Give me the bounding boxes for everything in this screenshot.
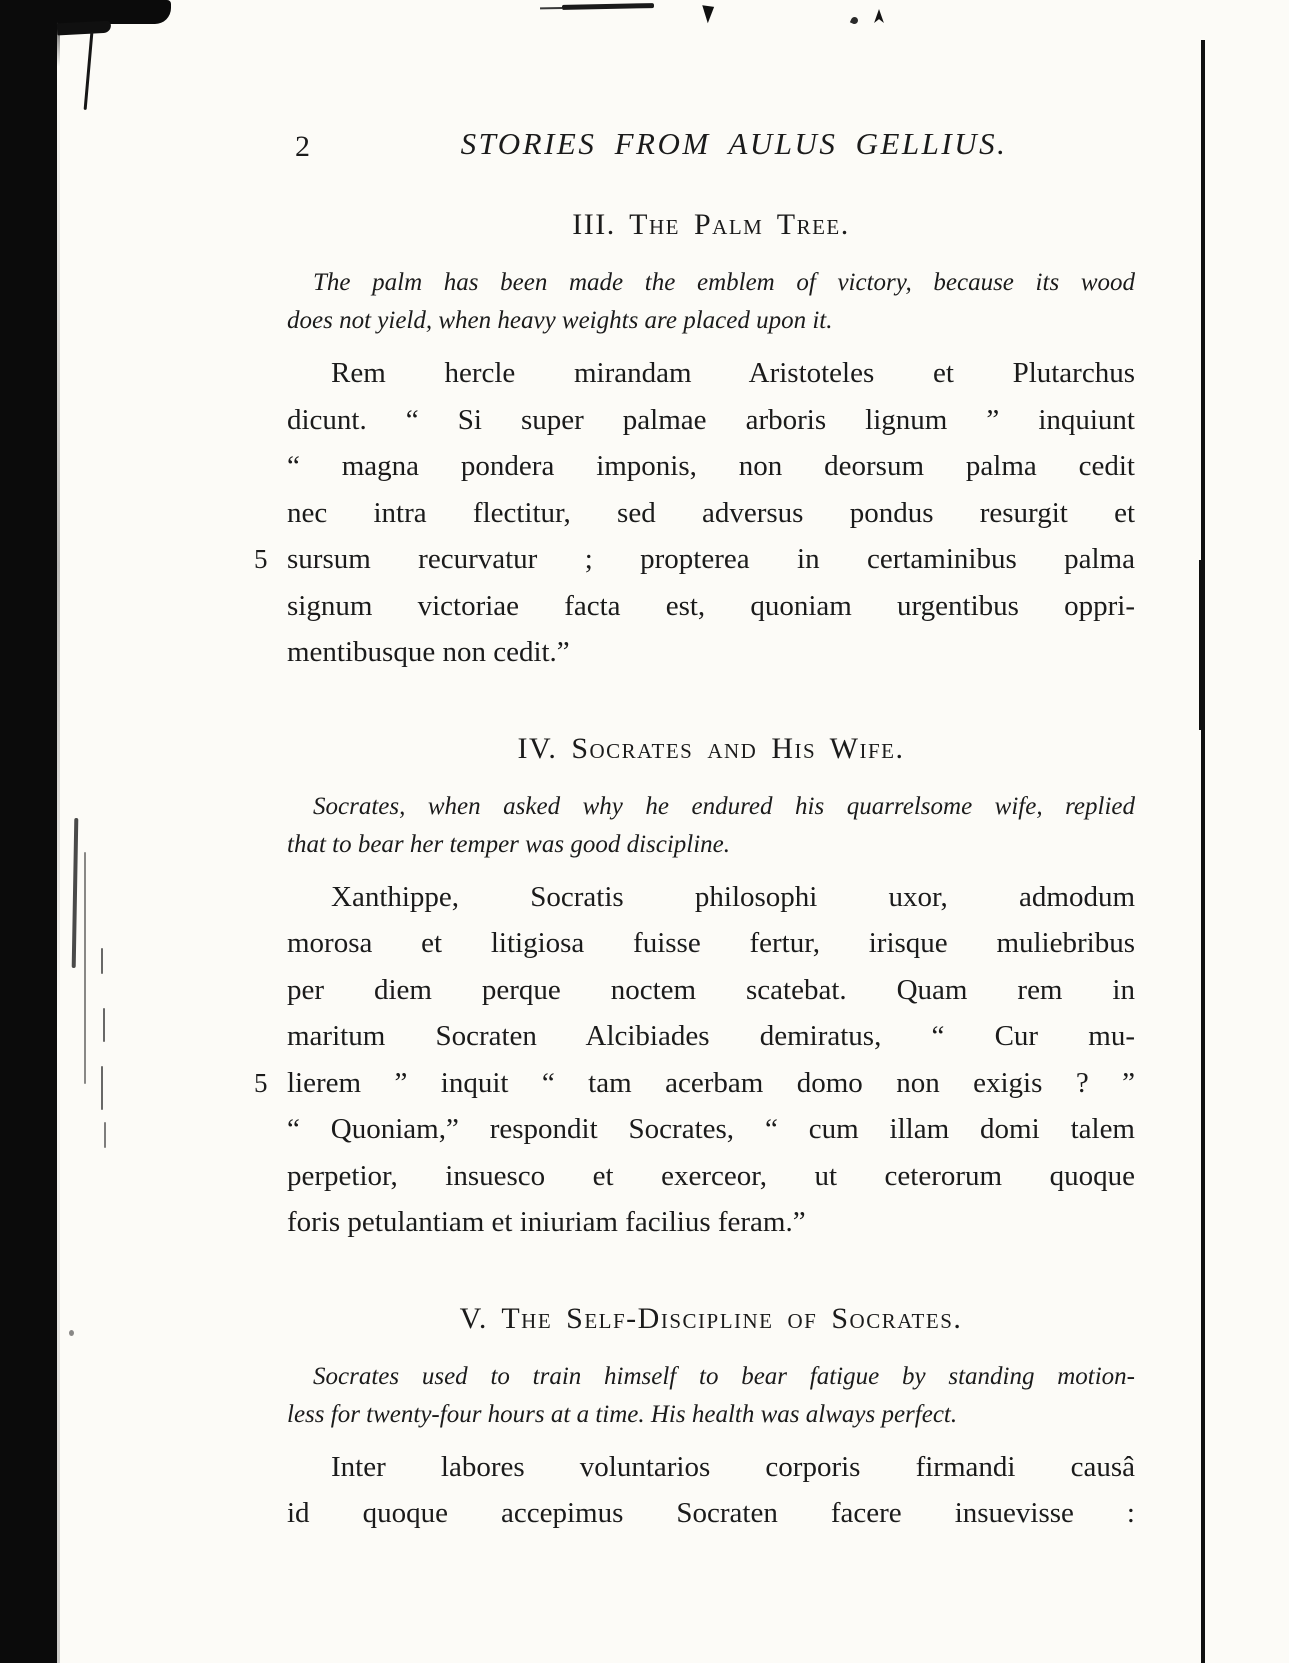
scan-margin-mark (69, 1330, 74, 1336)
summary-line: Socrates used to train himself to bear fatigue by standing motion- (313, 1362, 1135, 1390)
scan-blot-topleft-tail (57, 21, 112, 36)
section-body (254, 874, 1135, 1246)
scan-blot-topleft (57, 0, 171, 24)
scan-margin-mark (101, 948, 103, 974)
scan-mark-top-line (562, 3, 654, 10)
body-line: perpetior, insuesco et exerceor, ut ceterorum quoque (287, 1159, 1135, 1192)
body-line: dicunt. “ Si super palmae arboris lignum ” inquiunt (287, 403, 1135, 436)
running-header (287, 126, 1135, 174)
summary-line: does not yield, when heavy weights are placed upon it. (287, 307, 833, 334)
section-summary (287, 264, 1135, 340)
body-line: foris petulantiam et iniuriam facilius feram.” (287, 1206, 806, 1238)
page-number: 2 (295, 130, 310, 163)
body-line: Inter labores voluntarios corporis firmandi causâ (331, 1450, 1135, 1483)
body-line: “ Quoniam,” respondit Socrates, “ cum illam domi talem (287, 1113, 1135, 1145)
summary-line: less for twenty-four hours at a time. His health was always perfect. (287, 1400, 958, 1428)
section-heading: IV. Socrates and His Wife. (517, 731, 905, 765)
running-title: STORIES FROM AULUS GELLIUS. (460, 126, 1008, 161)
section-iii-the-palm-tree (254, 208, 1135, 676)
margin-line-number: 5 (254, 1067, 268, 1098)
section-iv-socrates-and-his-wife (254, 731, 1135, 1246)
summary-line: The palm has been made the emblem of victory, because its wood (313, 269, 1135, 296)
scan-margin-mark (72, 818, 79, 968)
section-body (287, 1444, 1135, 1537)
summary-line: Socrates, when asked why he endured his quarrelsome wife, replied (313, 792, 1135, 820)
page-content (254, 126, 1135, 1537)
scan-margin-mark (101, 1066, 103, 1110)
section-body (254, 350, 1135, 676)
scan-margin-mark (103, 1008, 105, 1042)
body-line: “ magna pondera imponis, non deorsum palma cedit (287, 450, 1135, 482)
body-line: morosa et litigiosa fuisse fertur, irisque muliebribus (287, 927, 1135, 959)
summary-line: that to bear her temper was good discipline. (287, 830, 731, 858)
section-summary (287, 1358, 1135, 1434)
scan-mark-top-tick (700, 5, 714, 24)
body-line: id quoque accepimus Socraten facere insuevisse : (287, 1497, 1135, 1529)
sections (254, 208, 1135, 1537)
body-line: per diem perque noctem scatebat. Quam rem in (287, 973, 1135, 1006)
scan-hook-mark (84, 32, 94, 110)
scan-margin-mark (84, 852, 86, 1084)
body-line: signum victoriae facta est, quoniam urgentibus oppri- (287, 589, 1135, 622)
section-summary (287, 788, 1135, 864)
body-line: Xanthippe, Socratis philosophi uxor, admodum (331, 880, 1135, 913)
section-heading: V. The Self-Discipline of Socrates. (459, 1301, 963, 1335)
body-line: 5 lierem ” inquit “ tam acerbam domo non exigis ? ” (287, 1060, 1135, 1107)
scan-edge-left (0, 0, 57, 1663)
scan-edge-right (1201, 40, 1205, 1663)
section-heading: III. The Palm Tree. (572, 208, 850, 241)
body-line: maritum Socraten Alcibiades demiratus, “ Cur mu- (287, 1020, 1135, 1052)
scan-mark-top-dot (850, 16, 859, 25)
margin-line-number: 5 (254, 544, 268, 574)
section-v-the-self-discipline-of-socrates (287, 1302, 1135, 1537)
body-line: nec intra flectitur, sed adversus pondus resurgit et (287, 496, 1135, 529)
body-line: mentibusque non cedit.” (287, 636, 570, 668)
scan-margin-mark (104, 1122, 106, 1148)
scan-mark-top-star (872, 9, 886, 23)
body-line: 5 sursum recurvatur ; propterea in certaminibus palma (287, 536, 1135, 583)
body-line: Rem hercle mirandam Aristoteles et Plutarchus (331, 357, 1135, 389)
